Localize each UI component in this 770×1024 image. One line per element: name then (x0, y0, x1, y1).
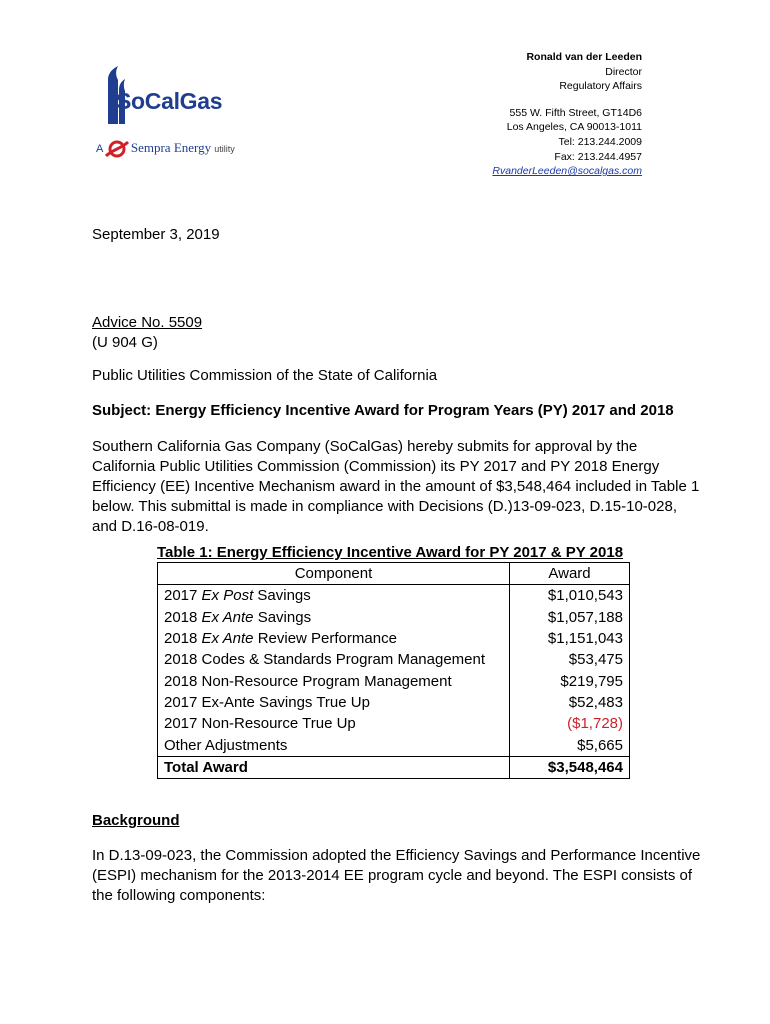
row-award: ($1,728) (510, 713, 630, 734)
row-award: $1,010,543 (510, 585, 630, 607)
table-row (158, 607, 630, 628)
row-component: 2018 Ex Ante Review Performance (158, 628, 510, 649)
table-row (158, 649, 630, 670)
addressee: Public Utilities Commission of the State of California (92, 367, 438, 384)
award-table (157, 562, 630, 779)
sender-dept: Regulatory Affairs (559, 80, 642, 93)
sempra-swirl-icon (104, 136, 130, 162)
socalgas-logo (96, 66, 256, 161)
row-component: Other Adjustments (158, 734, 510, 756)
advice-number: Advice No. 5509 (92, 314, 203, 331)
sender-title: Director (605, 65, 642, 78)
row-award: $1,057,188 (510, 607, 630, 628)
sender-name: Ronald van der Leeden (526, 51, 642, 63)
sender-address-line2: Los Angeles, CA 90013-1011 (506, 121, 642, 134)
row-component: 2018 Codes & Standards Program Management (158, 649, 510, 670)
advice-block (92, 313, 202, 353)
sender-email-link[interactable]: RvanderLeeden@socalgas.com (492, 165, 642, 178)
row-award: $52,483 (510, 692, 630, 713)
table-title: Table 1: Energy Efficiency Incentive Award for PY 2017 & PY 2018 (157, 544, 624, 561)
table-row (158, 670, 630, 691)
table-row (158, 713, 630, 734)
row-component: 2017 Ex Post Savings (158, 585, 510, 607)
letter-date: September 3, 2019 (92, 226, 220, 243)
total-award: $3,548,464 (510, 756, 630, 778)
table-row (158, 628, 630, 649)
total-row (158, 756, 630, 778)
header-component: Component (158, 563, 510, 585)
table-header-row (158, 563, 630, 585)
table-row (158, 734, 630, 756)
row-component: 2018 Non-Resource Program Management (158, 670, 510, 691)
subject-line: Subject: Energy Efficiency Incentive Award for Program Years (PY) 2017 and 2018 (92, 402, 674, 419)
advice-code: (U 904 G) (92, 334, 158, 351)
header-award: Award (510, 563, 630, 585)
sender-address-line1: 555 W. Fifth Street, GT14D6 (509, 106, 642, 119)
sender-fax: Fax: 213.244.4957 (554, 150, 642, 163)
background-heading: Background (92, 812, 180, 829)
row-award: $5,665 (510, 734, 630, 756)
table-row (158, 585, 630, 607)
row-component: 2018 Ex Ante Savings (158, 607, 510, 628)
row-component: 2017 Ex-Ante Savings True Up (158, 692, 510, 713)
background-paragraph: In D.13-09-023, the Commission adopted the Efficiency Savings and Performance Incentive (ESPI) mechanism for the 2013-2014 EE program cycle and beyond. The ESPI consists of the following components: (92, 847, 701, 904)
row-award: $219,795 (510, 670, 630, 691)
total-label: Total Award (158, 756, 510, 778)
row-award: $53,475 (510, 649, 630, 670)
logo-wordmark: SoCalGas (116, 88, 223, 114)
sender-tel: Tel: 213.244.2009 (558, 135, 642, 148)
row-award: $1,151,043 (510, 628, 630, 649)
intro-paragraph: Southern California Gas Company (SoCalGas) hereby submits for approval by the California Public Utilities Commission (Commission) its PY 2017 and PY 2018 Energy Efficiency (EE) Incentive Mechanism award in the amount of $3,548,464 included in Table 1 below. This submittal is made in compliance with Decisions (D.)13-09-023, D.15-10-028, and D.16-08-019. (92, 438, 700, 535)
row-component: 2017 Non-Resource True Up (158, 713, 510, 734)
table-row (158, 692, 630, 713)
sender-block (492, 50, 642, 179)
logo-tagline: A Sempra Energy utility (96, 136, 235, 162)
